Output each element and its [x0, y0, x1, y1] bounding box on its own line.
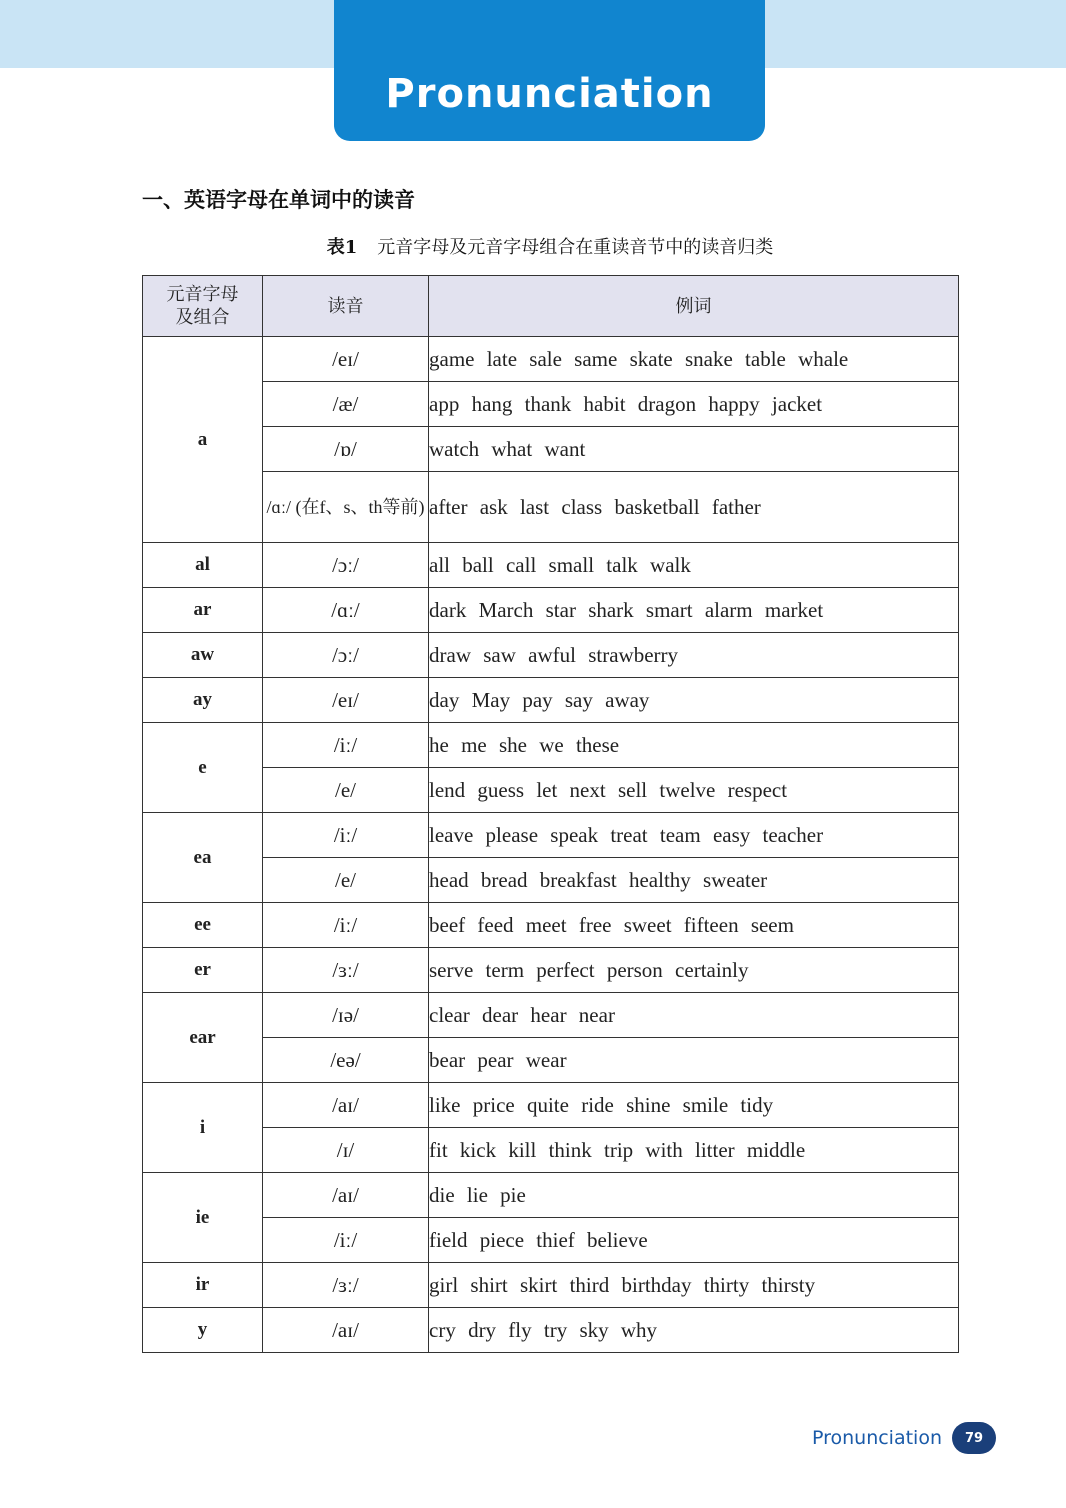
column-header-pronunciation: 读音 — [263, 276, 429, 337]
vowel-letter-cell: ir — [143, 1263, 263, 1308]
example-words-cell: draw saw awful strawberry — [429, 633, 959, 678]
pronunciation-cell: /iː/ — [263, 723, 429, 768]
vowel-letter-cell: ay — [143, 678, 263, 723]
vowel-letter-cell: ie — [143, 1173, 263, 1263]
table-header-row — [143, 276, 959, 337]
example-words-cell: girl shirt skirt third birthday thirty thirsty — [429, 1263, 959, 1308]
example-words-cell: day May pay say away — [429, 678, 959, 723]
table-row — [143, 472, 959, 543]
table-caption-label: 表1 — [326, 237, 358, 258]
pronunciation-cell: /ɑː/ — [263, 588, 429, 633]
page-footer — [812, 1422, 996, 1454]
example-words-cell: fit kick kill think trip with litter middle — [429, 1128, 959, 1173]
table-row — [143, 1173, 959, 1218]
vowel-letter-cell: y — [143, 1308, 263, 1353]
table-row — [143, 1263, 959, 1308]
example-words-cell: game late sale same skate snake table whale — [429, 337, 959, 382]
column-header-examples: 例词 — [429, 276, 959, 337]
pronunciation-cell: /e/ — [263, 768, 429, 813]
example-words-cell: beef feed meet free sweet fifteen seem — [429, 903, 959, 948]
vowel-letter-cell: al — [143, 543, 263, 588]
vowel-letter-cell: ee — [143, 903, 263, 948]
vowel-letter-cell: ear — [143, 993, 263, 1083]
pronunciation-cell: /aɪ/ — [263, 1083, 429, 1128]
table-row — [143, 1218, 959, 1263]
footer-label: Pronunciation — [811, 1427, 942, 1449]
table-row — [143, 1308, 959, 1353]
page-number-badge: 79 — [952, 1422, 996, 1454]
example-words-cell: he me she we these — [429, 723, 959, 768]
vowel-letter-cell: a — [143, 337, 263, 543]
table-row — [143, 993, 959, 1038]
page-title: Pronunciation — [385, 71, 714, 117]
pronunciation-cell: /ɪ/ — [263, 1128, 429, 1173]
example-words-cell: die lie pie — [429, 1173, 959, 1218]
table-row — [143, 337, 959, 382]
pronunciation-cell: /ɔː/ — [263, 633, 429, 678]
table-row — [143, 723, 959, 768]
pronunciation-cell: /æ/ — [263, 382, 429, 427]
table-row — [143, 633, 959, 678]
title-tab — [334, 0, 765, 141]
pronunciation-cell: /iː/ — [263, 1218, 429, 1263]
example-words-cell: serve term perfect person certainly — [429, 948, 959, 993]
table-row — [143, 813, 959, 858]
table-row — [143, 1083, 959, 1128]
pronunciation-cell: /iː/ — [263, 903, 429, 948]
example-words-cell: after ask last class basketball father — [429, 472, 959, 543]
table-row — [143, 678, 959, 723]
example-words-cell: lend guess let next sell twelve respect — [429, 768, 959, 813]
example-words-cell: like price quite ride shine smile tidy — [429, 1083, 959, 1128]
pronunciation-cell: /eə/ — [263, 1038, 429, 1083]
example-words-cell: all ball call small talk walk — [429, 543, 959, 588]
pronunciation-cell: /ɜː/ — [263, 1263, 429, 1308]
pronunciation-cell: /ɑː/ (在f、s、th等前) — [263, 472, 429, 543]
example-words-cell: cry dry fly try sky why — [429, 1308, 959, 1353]
example-words-cell: app hang thank habit dragon happy jacket — [429, 382, 959, 427]
pronunciation-cell: /ɜː/ — [263, 948, 429, 993]
example-words-cell: watch what want — [429, 427, 959, 472]
example-words-cell: bear pear wear — [429, 1038, 959, 1083]
table-row — [143, 1128, 959, 1173]
vowel-letter-cell: er — [143, 948, 263, 993]
table-row — [143, 382, 959, 427]
pronunciation-cell: /eɪ/ — [263, 337, 429, 382]
vowel-letter-cell: ar — [143, 588, 263, 633]
pronunciation-cell: /ɔː/ — [263, 543, 429, 588]
column-header-letters: 元音字母 及组合 — [143, 276, 263, 337]
vowel-letter-cell: aw — [143, 633, 263, 678]
table-row — [143, 903, 959, 948]
pronunciation-cell: /eɪ/ — [263, 678, 429, 723]
example-words-cell: leave please speak treat team easy teacher — [429, 813, 959, 858]
table-row — [143, 588, 959, 633]
pronunciation-cell: /e/ — [263, 858, 429, 903]
vowel-letter-cell: ea — [143, 813, 263, 903]
table-body — [143, 337, 959, 1353]
vowel-table — [142, 275, 959, 1353]
example-words-cell: dark March star shark smart alarm market — [429, 588, 959, 633]
table-row — [143, 1038, 959, 1083]
table-row — [143, 543, 959, 588]
pronunciation-cell: /ɪə/ — [263, 993, 429, 1038]
example-words-cell: clear dear hear near — [429, 993, 959, 1038]
pronunciation-cell: /iː/ — [263, 813, 429, 858]
table-row — [143, 948, 959, 993]
pronunciation-cell: /aɪ/ — [263, 1308, 429, 1353]
table-caption — [142, 233, 958, 259]
pronunciation-cell: /ɒ/ — [263, 427, 429, 472]
example-words-cell: head bread breakfast healthy sweater — [429, 858, 959, 903]
example-words-cell: field piece thief believe — [429, 1218, 959, 1263]
section-heading: 一、英语字母在单词中的读音 — [142, 187, 415, 212]
vowel-letter-cell: e — [143, 723, 263, 813]
table-row — [143, 427, 959, 472]
table-caption-text: 元音字母及元音字母组合在重读音节中的读音归类 — [377, 237, 774, 258]
table-row — [143, 768, 959, 813]
pronunciation-cell: /aɪ/ — [263, 1173, 429, 1218]
table-row — [143, 858, 959, 903]
vowel-letter-cell: i — [143, 1083, 263, 1173]
